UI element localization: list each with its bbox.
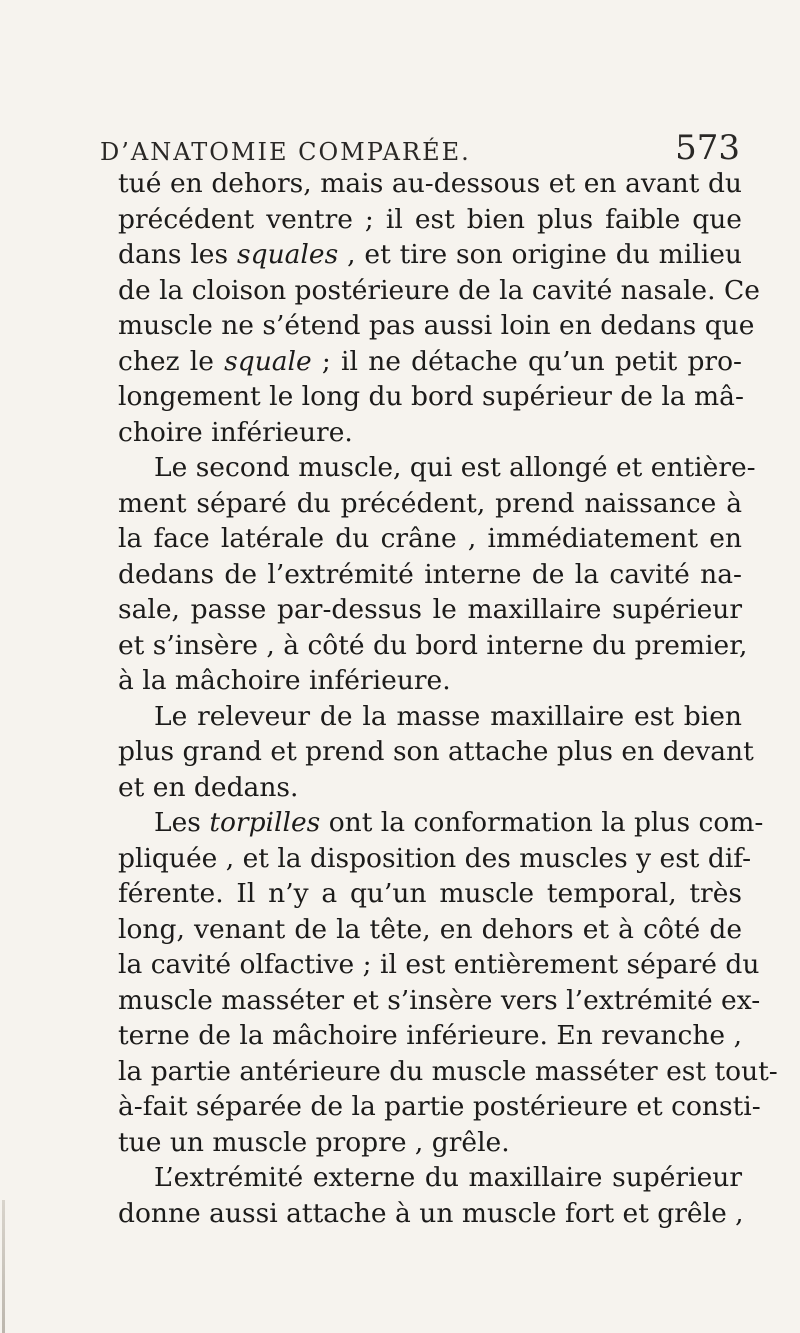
text-line: férente. Il n’y a qu’un muscle temporal, très xyxy=(118,878,742,909)
text-line: dedans de l’extrémité interne de la cavité na- xyxy=(118,558,742,590)
text-line: la partie antérieure du muscle masséter est tout- xyxy=(118,1055,778,1087)
text-line: ment séparé du précédent, prend naissance à xyxy=(118,487,742,519)
page-edge-shadow xyxy=(2,1200,5,1333)
paragraph-start: Les torpilles ont la conformation la plus com- xyxy=(154,807,764,838)
text-line: dans les squales , et tire son origine du milieu xyxy=(118,239,742,270)
text-line: tué en dehors, mais au-dessous et en avant du xyxy=(118,168,742,199)
text-line: plus grand et prend son attache plus en devant xyxy=(118,736,754,767)
page-number: 573 xyxy=(675,128,740,168)
running-title: D’ANATOMIE COMPARÉE. xyxy=(100,138,471,166)
body-text xyxy=(118,166,778,1231)
text-line: précédent ventre ; il est bien plus faible que xyxy=(118,203,742,235)
text-line: chez le squale ; il ne détache qu’un petit pro- xyxy=(118,345,743,377)
text-line: la cavité olfactive ; il est entièrement séparé du xyxy=(118,949,760,980)
text-line: à-fait séparée de la partie postérieure et consti- xyxy=(118,1091,761,1122)
italic-term: squale xyxy=(224,345,312,377)
text-line: choire inférieure. xyxy=(118,416,353,448)
text-line: sale, passe par-dessus le maxillaire supérieur xyxy=(118,594,742,625)
text-line: longement le long du bord supérieur de la mâ- xyxy=(118,381,744,412)
text-line: long, venant de la tête, en dehors et à côté de xyxy=(118,913,742,945)
paragraph-start: L’extrémité externe du maxillaire supérieur xyxy=(154,1162,742,1193)
text-line: muscle ne s’étend pas aussi loin en dedans que xyxy=(118,310,755,341)
italic-term: torpilles xyxy=(209,807,321,838)
text-line: terne de la mâchoire inférieure. En revanche , xyxy=(118,1020,742,1051)
paragraph-start: Le releveur de la masse maxillaire est bien xyxy=(154,700,742,732)
text-line: la face latérale du crâne , immédiatement en xyxy=(118,523,742,554)
text-line: de la cloison postérieure de la cavité nasale. Ce xyxy=(118,274,760,306)
text-line: muscle masséter et s’insère vers l’extrémité ex- xyxy=(118,984,761,1016)
paragraph-start: Le second muscle, qui est allongé et entière- xyxy=(154,452,756,483)
text-line: et s’insère , à côté du bord interne du premier, xyxy=(118,629,748,661)
text-line: tue un muscle propre , grêle. xyxy=(118,1126,510,1158)
text-line: et en dedans. xyxy=(118,771,299,803)
text-line: pliquée , et la disposition des muscles y est dif- xyxy=(118,842,752,874)
italic-term: squales xyxy=(237,239,339,270)
text-line: à la mâchoire inférieure. xyxy=(118,665,451,696)
text-line: donne aussi attache à un muscle fort et grêle , xyxy=(118,1197,744,1229)
